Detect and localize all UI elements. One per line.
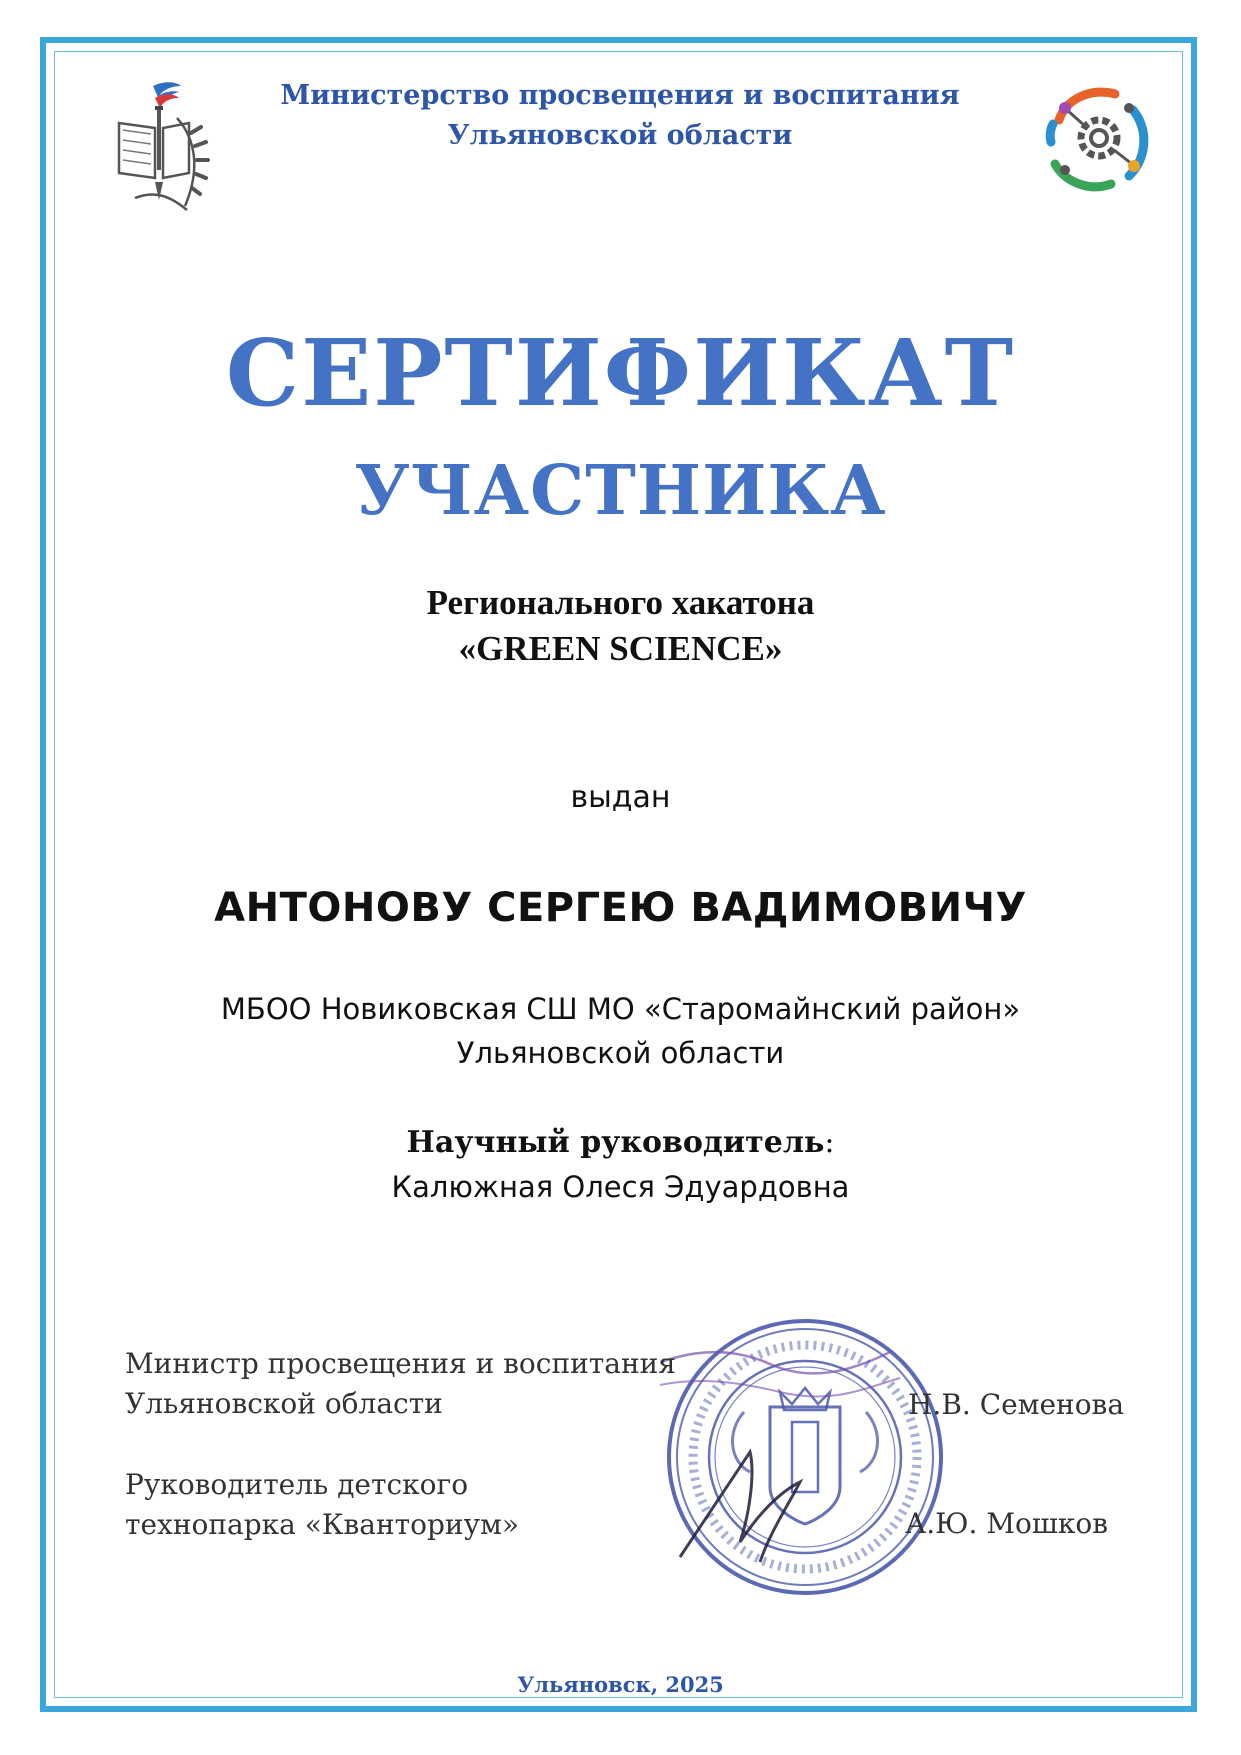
ministry-line-1: Министерство просвещения и воспитания [280, 80, 960, 111]
school-line-1: МБОО Новиковская СШ МО «Старомайнский район» [220, 992, 1021, 1026]
certificate-subtitle: УЧАСТНИКА [354, 451, 887, 531]
signature-2-name: А.Ю. Мошков [905, 1507, 1108, 1540]
event-line-2: «GREEN SCIENCE» [458, 629, 783, 668]
event-line-1: Регионального хакатона [426, 583, 815, 622]
school-info [100, 987, 1141, 1075]
signature-2-title [125, 1465, 519, 1545]
supervisor-name: Калюжная Олеся Эдуардовна [391, 1170, 850, 1204]
footer-city-year: Ульяновск, 2025 [517, 1672, 724, 1697]
signature-1-title [125, 1344, 676, 1424]
signature-2-title-line-1: Руководитель детского [125, 1468, 469, 1501]
recipient-name: АНТОНОВУ СЕРГЕЮ ВАДИМОВИЧУ [214, 885, 1027, 931]
supervisor-label-colon: : [824, 1125, 835, 1160]
ministry-line-2: Ульяновской области [447, 120, 793, 151]
torch-book-laurel-logo-icon [115, 78, 225, 218]
network-gear-logo-icon [1037, 80, 1161, 198]
certificate-title: СЕРТИФИКАТ [225, 319, 1016, 427]
signature-1-title-line-2: Ульяновской области [125, 1387, 443, 1420]
signature-2-title-line-2: технопарка «Кванториум» [125, 1508, 519, 1541]
ministry-header [230, 76, 1010, 156]
official-seal-stamp-icon [660, 1312, 950, 1602]
issued-label: выдан [570, 780, 671, 815]
supervisor-label-text: Научный руководитель [406, 1125, 825, 1160]
signature-1-name: Н.В. Семенова [908, 1388, 1125, 1421]
signature-1-title-line-1: Министр просвещения и воспитания [125, 1347, 676, 1380]
school-line-2: Ульяновской области [456, 1036, 785, 1070]
supervisor-label [0, 1125, 1241, 1160]
certificate-frame-inner [54, 51, 1183, 1698]
event-name [0, 580, 1241, 672]
